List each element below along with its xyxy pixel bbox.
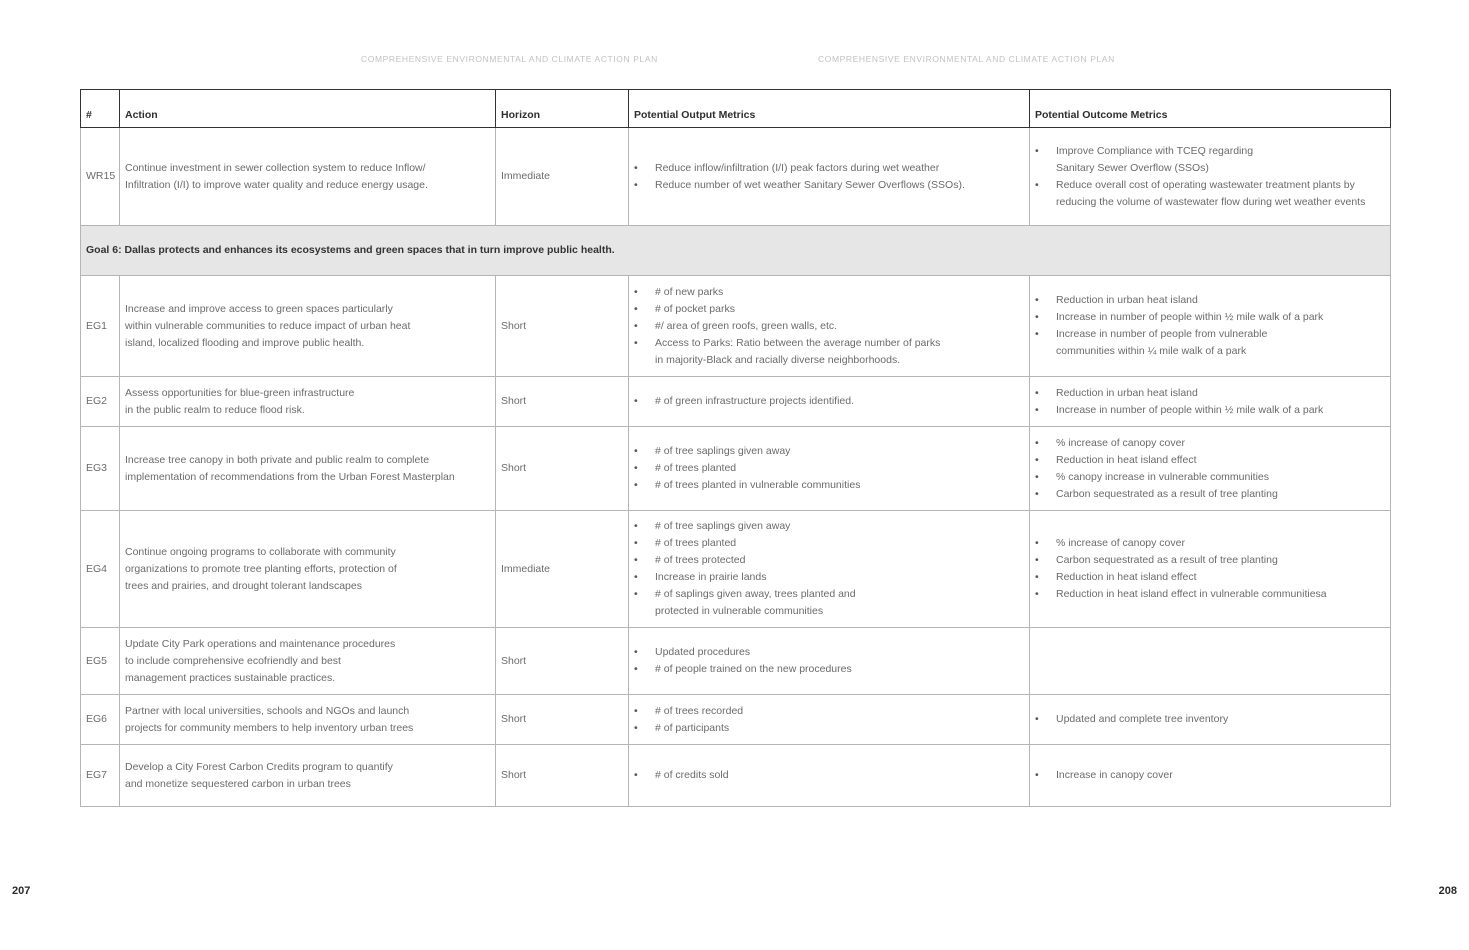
row-id: EG5 — [81, 628, 120, 695]
list-item — [1035, 177, 1385, 211]
row-action — [120, 377, 496, 427]
list-item — [634, 569, 1024, 586]
row-outcome-metrics — [1030, 377, 1391, 427]
row-horizon: Short — [496, 628, 629, 695]
metric-line: • #/ area of green roofs, green walls, etc. — [655, 319, 838, 332]
action-line: Assess opportunities for blue-green infrastructure — [125, 386, 355, 399]
row-outcome-metrics — [1030, 695, 1391, 745]
action-line: in the public realm to reduce flood risk. — [125, 403, 305, 416]
list-item — [1035, 569, 1385, 586]
list-item — [1035, 309, 1385, 326]
list-item — [1035, 469, 1385, 486]
row-outcome-metrics — [1030, 427, 1391, 511]
row-action — [120, 628, 496, 695]
metric-line: • # of tree saplings given away — [655, 445, 791, 457]
table-row — [81, 745, 1391, 807]
metric-line: in majority-Black and racially diverse neighborhoods. — [655, 353, 901, 366]
metric-line: • Updated and complete tree inventory — [1056, 713, 1229, 725]
row-outcome-metrics — [1030, 128, 1391, 226]
page-number-right: 208 — [1438, 885, 1457, 897]
row-horizon: Short — [496, 276, 629, 377]
list-item — [1035, 292, 1385, 309]
row-outcome-metrics — [1030, 511, 1391, 628]
metric-line: • Reduce overall cost of operating wastewater treatment plants by — [1056, 178, 1355, 191]
metric-line: • # of participants — [655, 721, 730, 734]
table-row — [81, 695, 1391, 745]
list-item — [634, 767, 1024, 784]
list-item — [634, 393, 1024, 410]
metric-line: • % canopy increase in vulnerable communities — [1056, 470, 1270, 483]
list-item — [634, 703, 1024, 720]
metric-line: • # of credits sold — [655, 769, 729, 781]
row-action — [120, 695, 496, 745]
list-item: • Reduce number of wet weather Sanitary Sewer Overflows (SSOs). — [634, 177, 1024, 194]
metric-line: • Increase in number of people from vulnerable — [1056, 328, 1268, 340]
table-header-row — [81, 90, 1391, 128]
list-item — [1035, 452, 1385, 469]
table-row — [81, 511, 1391, 628]
row-action — [120, 427, 496, 511]
row-output-metrics — [629, 276, 1030, 377]
action-line: Continue investment in sewer collection system to reduce Inflow/ — [125, 161, 426, 174]
metric-line: • # of trees protected — [655, 554, 746, 566]
row-id: EG6 — [81, 695, 120, 745]
action-line: Update City Park operations and maintenance procedures — [125, 637, 396, 650]
list-item — [1035, 486, 1385, 503]
action-line: Infiltration (I/I) to improve water quality and reduce energy usage. — [125, 178, 428, 191]
action-line: Continue ongoing programs to collaborate with community — [125, 545, 396, 558]
metric-list — [1035, 435, 1385, 503]
list-item — [634, 586, 1024, 620]
action-line: and monetize sequestered carbon in urban trees — [125, 777, 351, 790]
header-action: Action — [120, 90, 496, 128]
action-line: trees and prairies, and drought tolerant landscapes — [125, 579, 362, 592]
row-output-metrics — [629, 745, 1030, 807]
list-item — [1035, 552, 1385, 569]
metric-list — [1035, 292, 1385, 360]
action-line: Develop a City Forest Carbon Credits program to quantify — [125, 760, 393, 773]
list-item — [1035, 143, 1385, 177]
row-id: EG7 — [81, 745, 120, 807]
action-line: island, localized flooding and improve public health. — [125, 336, 365, 349]
row-output-metrics — [629, 128, 1030, 226]
metric-list — [634, 284, 1024, 369]
list-item — [1035, 535, 1385, 552]
row-horizon: Short — [496, 377, 629, 427]
metric-line: • % increase of canopy cover — [1056, 436, 1185, 449]
list-item — [634, 460, 1024, 477]
action-line: organizations to promote tree planting efforts, protection of — [125, 562, 397, 575]
row-action — [120, 128, 496, 226]
header-id: # — [81, 90, 120, 128]
metric-line: communities within ¼ mile walk of a park — [1056, 345, 1247, 357]
metric-line: Sanitary Sewer Overflow (SSOs) — [1056, 161, 1209, 174]
list-item — [634, 477, 1024, 494]
metric-line: reducing the volume of wastewater flow during wet weather events — [1056, 195, 1366, 208]
action-line: to include comprehensive ecofriendly and best — [125, 654, 341, 667]
list-item — [634, 335, 1024, 369]
metric-line: • Increase in prairie lands — [655, 571, 767, 583]
action-line: Partner with local universities, schools and NGOs and launch — [125, 704, 410, 717]
metric-list — [634, 443, 1024, 494]
table-row — [81, 276, 1391, 377]
header-output-metrics: Potential Output Metrics — [629, 90, 1030, 128]
metric-line: • Updated procedures — [655, 646, 751, 658]
table-row — [81, 128, 1391, 226]
row-outcome-metrics — [1030, 745, 1391, 807]
list-item — [634, 552, 1024, 569]
metric-line: • Increase in number of people within ½ mile walk of a park — [1056, 311, 1324, 323]
row-id: EG2 — [81, 377, 120, 427]
row-id: EG1 — [81, 276, 120, 377]
metric-line: • # of trees planted — [655, 537, 737, 549]
metric-list — [634, 518, 1024, 620]
metric-line: • Reduction in heat island effect — [1056, 453, 1197, 466]
list-item — [1035, 385, 1385, 402]
metric-line: • # of pocket parks — [655, 302, 735, 315]
metric-line: protected in vulnerable communities — [655, 605, 824, 617]
metric-line: • Improve Compliance with TCEQ regarding — [1056, 144, 1254, 157]
action-line: Increase and improve access to green spaces particularly — [125, 302, 393, 315]
metric-line: • # of trees planted — [655, 462, 737, 474]
metric-line: • Reduction in heat island effect in vulnerable communitiesa — [1056, 588, 1327, 600]
row-output-metrics — [629, 695, 1030, 745]
metric-list — [1035, 385, 1385, 419]
list-item — [1035, 767, 1385, 784]
goal-row — [81, 226, 1391, 276]
metric-line: • Carbon sequestrated as a result of tree planting — [1056, 487, 1278, 500]
table-row — [81, 427, 1391, 511]
list-item — [1035, 586, 1385, 603]
table-row — [81, 628, 1391, 695]
row-id: WR15 — [81, 128, 120, 226]
action-metrics-table — [80, 89, 1391, 807]
goal-heading: Goal 6: Dallas protects and enhances its ecosystems and green spaces that in turn improve public health. — [81, 226, 1391, 276]
list-item — [634, 301, 1024, 318]
action-line: within vulnerable communities to reduce impact of urban heat — [125, 319, 411, 332]
row-id: EG3 — [81, 427, 120, 511]
row-output-metrics — [629, 628, 1030, 695]
metric-list — [1035, 535, 1385, 603]
metric-list — [634, 767, 1024, 784]
row-outcome-metrics — [1030, 628, 1391, 695]
row-horizon: Short — [496, 427, 629, 511]
action-line: implementation of recommendations from the Urban Forest Masterplan — [125, 470, 455, 483]
running-header-right: COMPREHENSIVE ENVIRONMENTAL AND CLIMATE ACTION PLAN — [818, 54, 1115, 64]
action-line: projects for community members to help inventory urban trees — [125, 721, 414, 734]
row-action — [120, 745, 496, 807]
metric-line: • # of people trained on the new procedures — [655, 663, 852, 675]
metric-list — [634, 393, 1024, 410]
list-item: • Reduce inflow/infiltration (I/I) peak factors during wet weather — [634, 160, 1024, 177]
list-item — [634, 518, 1024, 535]
list-item — [634, 535, 1024, 552]
list-item — [1035, 326, 1385, 360]
metric-line: • Increase in canopy cover — [1056, 769, 1173, 781]
metric-line: • Access to Parks: Ratio between the average number of parks — [655, 336, 941, 349]
row-horizon: Immediate — [496, 511, 629, 628]
metric-list — [634, 644, 1024, 678]
row-horizon: Short — [496, 695, 629, 745]
metric-line: • Increase in number of people within ½ mile walk of a park — [1056, 403, 1324, 416]
list-item — [634, 644, 1024, 661]
header-outcome-metrics: Potential Outcome Metrics — [1030, 90, 1391, 128]
metric-line: • Carbon sequestrated as a result of tree planting — [1056, 554, 1278, 566]
metric-list — [634, 703, 1024, 737]
metric-line: • # of green infrastructure projects identified. — [655, 395, 855, 407]
metric-line: • Reduction in heat island effect — [1056, 571, 1197, 583]
row-output-metrics — [629, 377, 1030, 427]
header-horizon: Horizon — [496, 90, 629, 128]
table-row — [81, 377, 1391, 427]
list-item — [1035, 435, 1385, 452]
metric-line: • Reduction in urban heat island — [1056, 386, 1198, 399]
metric-line: • # of saplings given away, trees planted and — [655, 588, 856, 600]
metric-line: • # of trees planted in vulnerable communities — [655, 479, 861, 491]
row-id: EG4 — [81, 511, 120, 628]
metric-line: • Reduction in urban heat island — [1056, 294, 1198, 306]
list-item — [634, 443, 1024, 460]
page-number-left: 207 — [12, 885, 31, 897]
metric-line: • # of trees recorded — [655, 704, 744, 717]
list-item — [634, 318, 1024, 335]
action-line: Increase tree canopy in both private and public realm to complete — [125, 453, 430, 466]
running-header-left: COMPREHENSIVE ENVIRONMENTAL AND CLIMATE ACTION PLAN — [361, 54, 658, 64]
list-item — [634, 720, 1024, 737]
list-item — [1035, 711, 1385, 728]
row-action — [120, 511, 496, 628]
metric-list — [1035, 767, 1385, 784]
row-horizon: Immediate — [496, 128, 629, 226]
list-item — [634, 661, 1024, 678]
metric-line: • # of new parks — [655, 285, 724, 298]
metric-line: • % increase of canopy cover — [1056, 537, 1185, 549]
list-item — [1035, 402, 1385, 419]
metric-list — [1035, 711, 1385, 728]
row-action — [120, 276, 496, 377]
row-horizon: Short — [496, 745, 629, 807]
row-output-metrics — [629, 511, 1030, 628]
row-output-metrics — [629, 427, 1030, 511]
row-outcome-metrics — [1030, 276, 1391, 377]
metric-line: • # of tree saplings given away — [655, 520, 791, 532]
list-item — [634, 284, 1024, 301]
action-line: management practices sustainable practices. — [125, 671, 336, 684]
